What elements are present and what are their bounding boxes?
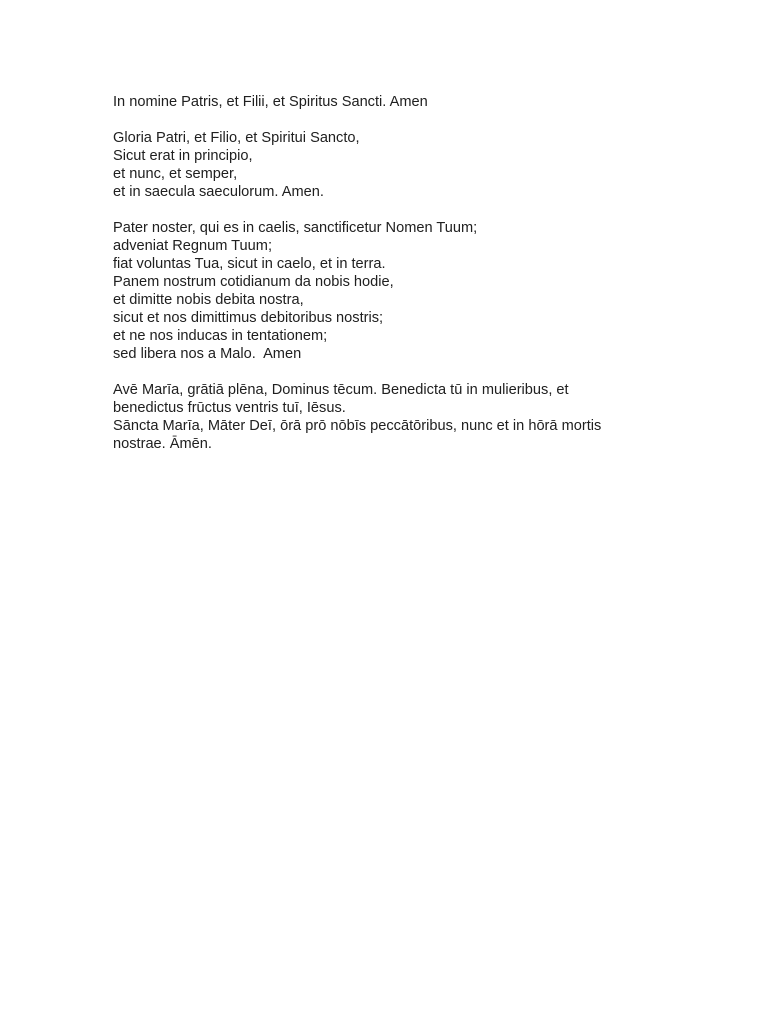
text-line: et nunc, et semper, bbox=[113, 166, 238, 182]
paragraph-sign-of-cross bbox=[113, 93, 713, 111]
text-line: Sāncta Marīa, Māter Deī, ōrā prō nōbīs peccātōribus, nunc et in hōrā mortis bbox=[113, 418, 602, 434]
text-line: Pater noster, qui es in caelis, sanctificetur Nomen Tuum; bbox=[113, 220, 478, 236]
paragraph-gloria-patri bbox=[113, 129, 713, 201]
text-line: nostrae. Āmēn. bbox=[113, 436, 212, 452]
text-line: sed libera nos a Malo. Amen bbox=[113, 346, 302, 362]
text-line: et in saecula saeculorum. Amen. bbox=[113, 184, 324, 200]
text-line: Gloria Patri, et Filio, et Spiritui Sancto, bbox=[113, 130, 360, 146]
text-line: sicut et nos dimittimus debitoribus nostris; bbox=[113, 310, 384, 326]
text-line: Panem nostrum cotidianum da nobis hodie, bbox=[113, 274, 394, 290]
text-line: fiat voluntas Tua, sicut in caelo, et in terra. bbox=[113, 256, 386, 272]
document-body bbox=[113, 93, 713, 471]
text-line: In nomine Patris, et Filii, et Spiritus Sancti. Amen bbox=[113, 94, 428, 110]
text-line: et ne nos inducas in tentationem; bbox=[113, 328, 328, 344]
text-line: benedictus frūctus ventris tuī, Iēsus. bbox=[113, 400, 346, 416]
paragraph-ave-maria bbox=[113, 381, 713, 453]
text-line: Avē Marīa, grātiā plēna, Dominus tēcum. Benedicta tū in mulieribus, et bbox=[113, 382, 569, 398]
text-line: adveniat Regnum Tuum; bbox=[113, 238, 272, 254]
paragraph-pater-noster bbox=[113, 219, 713, 363]
text-line: Sicut erat in principio, bbox=[113, 148, 253, 164]
text-line: et dimitte nobis debita nostra, bbox=[113, 292, 304, 308]
